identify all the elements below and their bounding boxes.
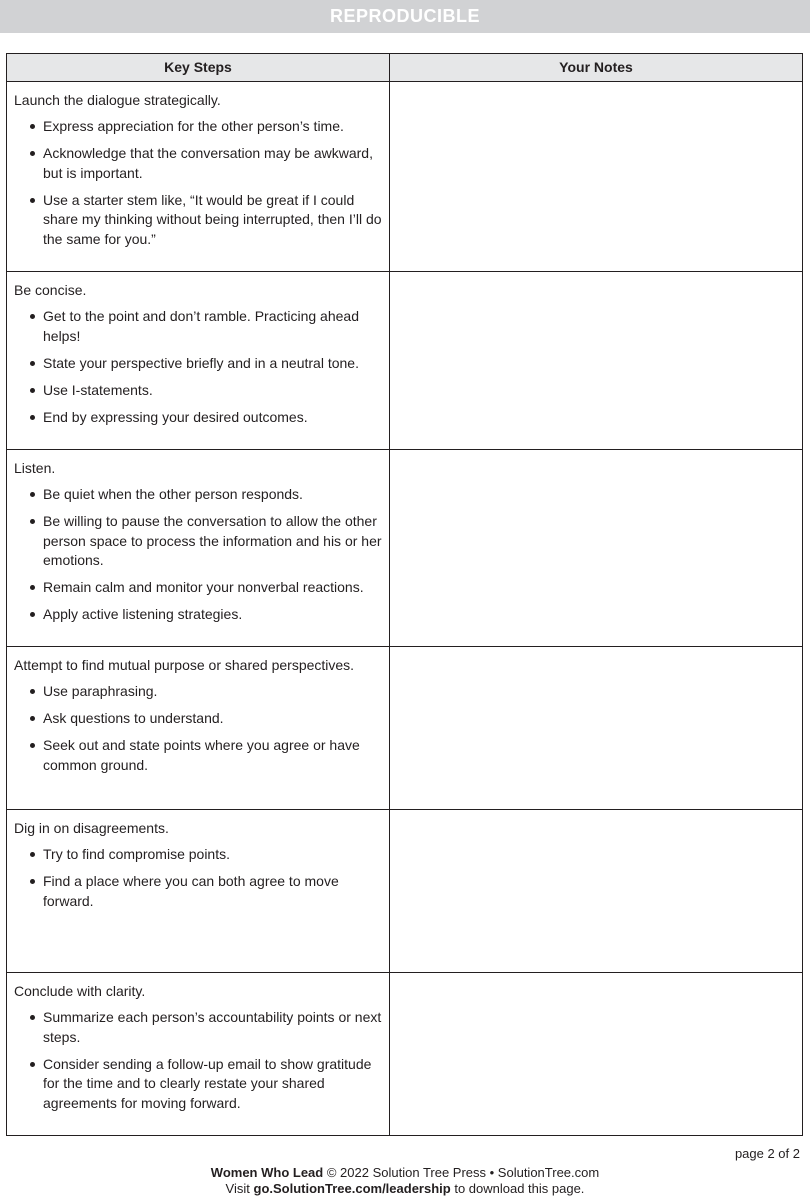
notes-cell[interactable]: [390, 810, 802, 972]
list-item: Use a starter stem like, “It would be great if I could share my thinking without being interrupted, then I’ll do the same for you.”: [14, 191, 383, 250]
table-header: [7, 54, 802, 82]
list-item: Find a place where you can both agree to move forward.: [14, 872, 383, 911]
footer-download: [0, 1181, 810, 1196]
footer-copyright: [0, 1165, 810, 1180]
list-item: End by expressing your desired outcomes.: [14, 408, 383, 428]
list-item: Be willing to pause the conversation to allow the other person space to process the information and his or her emotions.: [14, 512, 383, 571]
list-item: Use paraphrasing.: [14, 682, 383, 702]
table-row: [7, 647, 802, 810]
key-steps-table: [6, 53, 803, 1136]
table-row: [7, 450, 802, 647]
list-item: Consider sending a follow-up email to show gratitude for the time and to clearly restate your shared agreements for moving forward.: [14, 1055, 383, 1114]
reproducible-banner: REPRODUCIBLE: [0, 0, 810, 33]
step-title: Conclude with clarity.: [14, 983, 146, 999]
list-item: Use I-statements.: [14, 381, 383, 401]
copyright-text: © 2022 Solution Tree Press • SolutionTree.com: [326, 1165, 600, 1180]
list-item: Try to find compromise points.: [14, 845, 383, 865]
download-link[interactable]: go.SolutionTree.com/leadership: [253, 1181, 451, 1196]
list-item: Summarize each person’s accountability points or next steps.: [14, 1008, 383, 1047]
step-title: Launch the dialogue strategically.: [14, 92, 221, 108]
list-item: State your perspective briefly and in a neutral tone.: [14, 354, 383, 374]
key-step-cell: [7, 272, 390, 449]
your-notes-header: Your Notes: [559, 59, 633, 75]
list-item: Express appreciation for the other person’s time.: [14, 117, 383, 137]
table-row: [7, 973, 802, 1135]
key-steps-header: Key Steps: [7, 54, 390, 81]
notes-cell[interactable]: [390, 272, 802, 449]
notes-cell[interactable]: [390, 450, 802, 646]
step-title: Be concise.: [14, 282, 87, 298]
list-item: Apply active listening strategies.: [14, 605, 383, 625]
notes-cell[interactable]: [390, 973, 802, 1135]
table-row: [7, 272, 802, 450]
notes-cell[interactable]: [390, 82, 802, 271]
step-title: Listen.: [14, 460, 56, 476]
list-item: Be quiet when the other person responds.: [14, 485, 383, 505]
notes-cell[interactable]: [390, 647, 802, 809]
key-step-cell: [7, 810, 390, 972]
list-item: Remain calm and monitor your nonverbal reactions.: [14, 578, 383, 598]
step-title: Attempt to find mutual purpose or shared perspectives.: [14, 657, 355, 673]
list-item: Acknowledge that the conversation may be awkward, but is important.: [14, 144, 383, 183]
list-item: Seek out and state points where you agree or have common ground.: [14, 736, 383, 775]
key-step-cell: [7, 973, 390, 1135]
key-step-cell: [7, 82, 390, 271]
key-step-cell: [7, 647, 390, 809]
list-item: Get to the point and don’t ramble. Practicing ahead helps!: [14, 307, 383, 346]
visit-prefix: Visit: [225, 1181, 250, 1196]
table-row: [7, 82, 802, 272]
table-row: [7, 810, 802, 973]
key-step-cell: [7, 450, 390, 646]
visit-suffix: to download this page.: [454, 1181, 585, 1196]
book-title: Women Who Lead: [210, 1165, 324, 1180]
page-number: page 2 of 2: [734, 1146, 800, 1161]
list-item: Ask questions to understand.: [14, 709, 383, 729]
step-title: Dig in on disagreements.: [14, 820, 169, 836]
